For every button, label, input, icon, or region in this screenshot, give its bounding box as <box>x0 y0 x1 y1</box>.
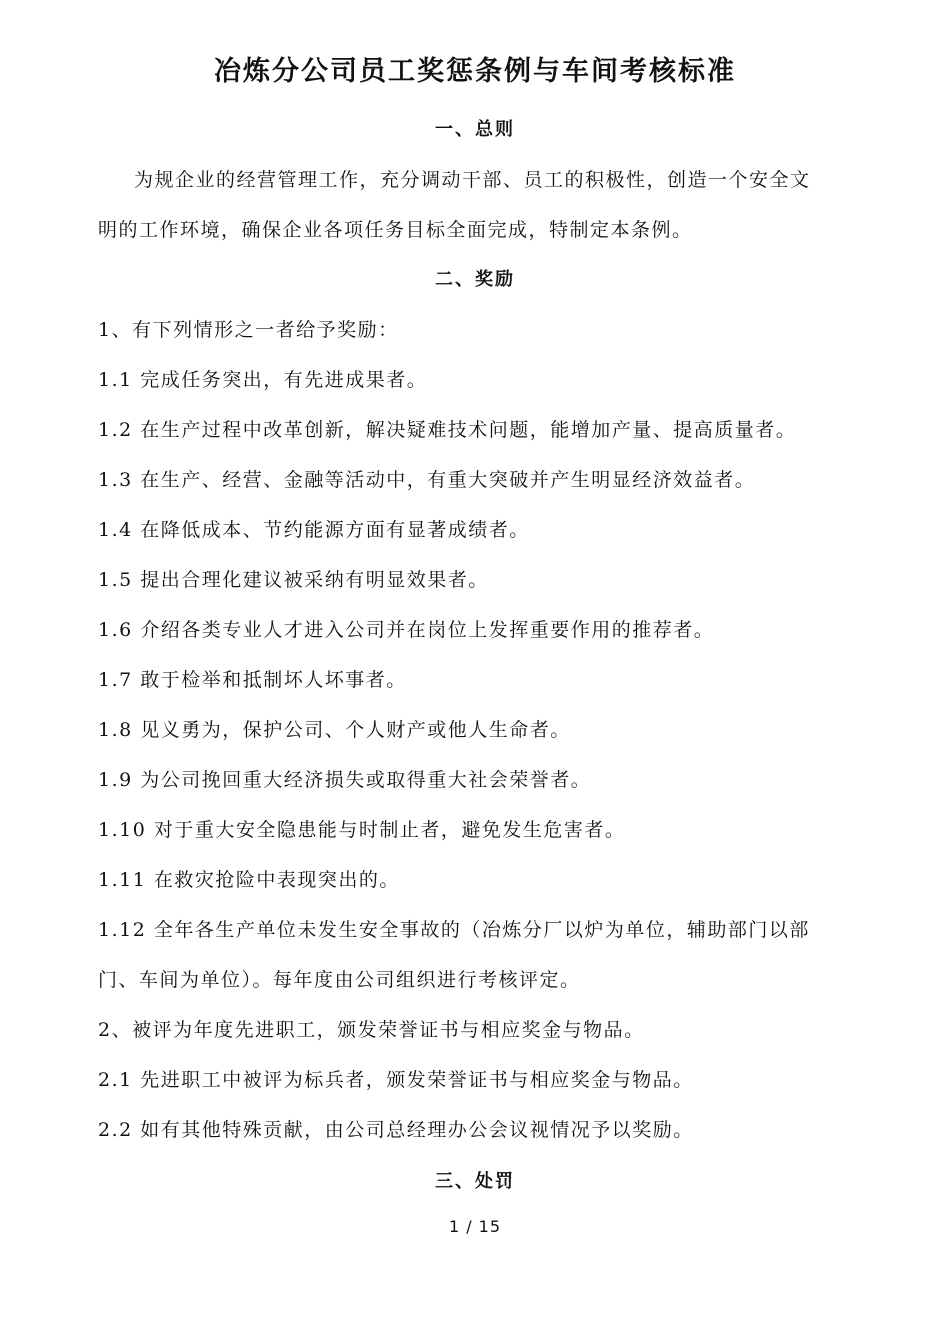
general-paragraph-line-2: 明的工作环境，确保企业各项任务目标全面完成，特制定本条例。 <box>98 219 693 241</box>
document-title: 冶炼分公司员工奖惩条例与车间考核标准 <box>214 56 736 87</box>
general-paragraph-line-1: 为规企业的经营管理工作，充分调动干部、员工的积极性，创造一个安全文 <box>134 169 811 191</box>
page-number: 1 / 15 <box>448 1217 502 1236</box>
section-heading-penalties: 三、处罚 <box>435 1171 515 1192</box>
reward-clause-1-7: 1.7 敢于检举和抵制坏人坏事者。 <box>98 669 407 691</box>
reward-clause-1-6: 1.6 介绍各类专业人才进入公司并在岗位上发挥重要作用的推荐者。 <box>98 619 715 641</box>
reward-clause-1-3: 1.3 在生产、经营、金融等活动中，有重大突破并产生明显经济效益者。 <box>98 469 756 491</box>
reward-clause-1-2: 1.2 在生产过程中改革创新，解决疑难技术问题，能增加产量、提高质量者。 <box>98 419 797 441</box>
reward-clause-1-8: 1.8 见义勇为，保护公司、个人财产或他人生命者。 <box>98 719 571 741</box>
section-heading-general: 一、总则 <box>435 119 515 140</box>
reward-clause-2: 2、被评为年度先进职工，颁发荣誉证书与相应奖金与物品。 <box>98 1019 645 1041</box>
reward-clause-1-1: 1.1 完成任务突出，有先进成果者。 <box>98 369 428 391</box>
reward-clause-1-4: 1.4 在降低成本、节约能源方面有显著成绩者。 <box>98 519 530 541</box>
reward-clause-2-2: 2.2 如有其他特殊贡献，由公司总经理办公会议视情况予以奖励。 <box>98 1119 694 1141</box>
reward-clause-1-5: 1.5 提出合理化建议被采纳有明显效果者。 <box>98 569 489 591</box>
reward-clause-1-11: 1.11 在救灾抢险中表现突出的。 <box>98 869 400 891</box>
reward-clause-1-12: 1.12 全年各生产单位未发生安全事故的（冶炼分厂以炉为单位，辅助部门以部 <box>98 919 810 941</box>
reward-clause-1-12-continued: 门、车间为单位）。每年度由公司组织进行考核评定。 <box>98 969 581 991</box>
section-heading-rewards: 二、奖励 <box>435 269 515 290</box>
reward-clause-2-1: 2.1 先进职工中被评为标兵者，颁发荣誉证书与相应奖金与物品。 <box>98 1069 694 1091</box>
reward-clause-intro: 1、有下列情形之一者给予奖励： <box>98 319 399 341</box>
reward-clause-1-9: 1.9 为公司挽回重大经济损失或取得重大社会荣誉者。 <box>98 769 592 791</box>
reward-clause-1-10: 1.10 对于重大安全隐患能与时制止者，避免发生危害者。 <box>98 819 626 841</box>
